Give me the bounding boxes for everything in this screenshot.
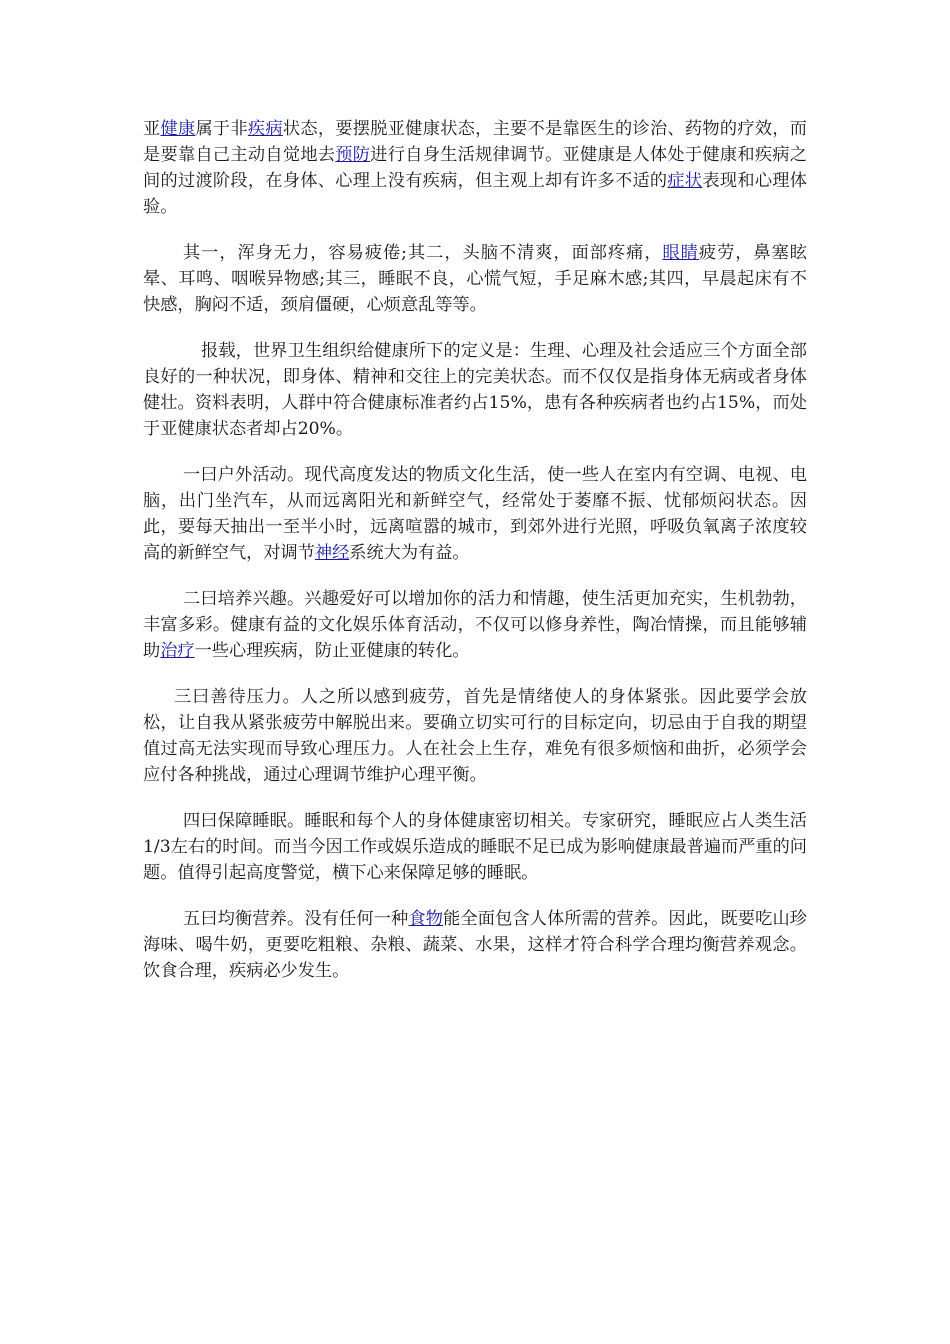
link-jiankang[interactable]: 健康 bbox=[160, 119, 196, 139]
paragraph-interest bbox=[143, 586, 807, 664]
text-run: 四曰保障睡眠。睡眠和每个人的身体健康密切相关。专家研究，睡眠应占人类生活1/3左右的时间。而当今因工作或娱乐造成的睡眠不足已成为影响健康最普遍而严重的问题。值得引起高度警觉，横下心来保障足够的睡眠。 bbox=[143, 811, 807, 883]
text-run: 属于非 bbox=[195, 119, 248, 139]
text-run: 亚 bbox=[143, 119, 161, 139]
text-run: 报载，世界卫生组织给健康所下的定义是：生理、心理及社会适应三个方面全部良好的一种状况，即身体、精神和交往上的完美状态。而不仅仅是指身体无病或者身体健壮。资料表明，人群中符合健康标准者约占15%，患有各种疾病者也约占15%，而处于亚健康状态者却占20%。 bbox=[143, 341, 807, 439]
paragraph-pressure bbox=[143, 684, 807, 788]
text-run: 系统大为有益。 bbox=[349, 543, 470, 563]
text-run: 一些心理疾病，防止亚健康的转化。 bbox=[194, 641, 470, 661]
paragraph-nutrition bbox=[143, 906, 807, 984]
text-run: 疲劳，鼻塞眩晕、耳鸣、咽喉异物感;其三，睡眠不良，心慌气短，手足麻木感;其四，早晨起床有不快感，胸闷不适，颈肩僵硬，心烦意乱等等。 bbox=[143, 243, 807, 315]
text-run: 能全面包含人体所需的营养。因此，既要吃山珍海味、喝牛奶，更要吃粗粮、杂粮、蔬菜、水果，这样才符合科学合理均衡营养观念。饮食合理，疾病必少发生。 bbox=[143, 909, 807, 981]
link-zhengzhuang[interactable]: 症状 bbox=[667, 171, 703, 191]
link-zhiliao[interactable]: 治疗 bbox=[160, 641, 195, 661]
paragraph-intro bbox=[143, 116, 807, 220]
paragraph-who-definition bbox=[143, 338, 807, 442]
link-jibing[interactable]: 疾病 bbox=[247, 119, 283, 139]
text-run: 进行自身生活规律调节。亚健康是人体处于健康和疾病之间的过渡阶段，在身体、心理上没有疾病，但主观上却有许多不适的 bbox=[143, 145, 807, 191]
link-shenjing[interactable]: 神经 bbox=[314, 543, 350, 563]
paragraph-sleep bbox=[143, 808, 807, 886]
link-yanjing[interactable]: 眼睛 bbox=[662, 243, 699, 263]
paragraph-outdoor bbox=[143, 462, 807, 566]
link-shiwu[interactable]: 食物 bbox=[408, 909, 444, 929]
text-run: 三曰善待压力。人之所以感到疲劳，首先是情绪使人的身体紧张。因此要学会放松，让自我从紧张疲劳中解脱出来。要确立切实可行的目标定向，切忌由于自我的期望值过高无法实现而导致心理压力。人在社会上生存，难免有很多烦恼和曲折，必须学会应付各种挑战，通过心理调节维护心理平衡。 bbox=[143, 687, 807, 785]
text-run: 其一，浑身无力，容易疲倦;其二，头脑不清爽，面部疼痛， bbox=[183, 243, 663, 263]
paragraph-symptoms bbox=[143, 240, 807, 318]
text-run: 二曰培养兴趣。兴趣爱好可以增加你的活力和情趣，使生活更加充实，生机勃勃，丰富多彩。健康有益的文化娱乐体育活动，不仅可以修身养性，陶冶情操，而且能够辅助 bbox=[143, 589, 807, 661]
text-run: 状态，要摆脱亚健康状态，主要不是靠医生的诊治、药物的疗效，而是要靠自己主动自觉地去 bbox=[143, 119, 807, 165]
link-yufang[interactable]: 预防 bbox=[335, 145, 371, 165]
text-run: 五曰均衡营养。没有任何一种 bbox=[183, 909, 409, 929]
text-run: 表现和心理体验。 bbox=[143, 171, 807, 217]
document-page bbox=[143, 116, 807, 1004]
text-run: 一曰户外活动。现代高度发达的物质文化生活，使一些人在室内有空调、电视、电脑，出门坐汽车，从而远离阳光和新鲜空气，经常处于萎靡不振、忧郁烦闷状态。因此，要每天抽出一至半小时，远离喧嚣的城市，到郊外进行光照，呼吸负氧离子浓度较高的新鲜空气，对调节 bbox=[143, 465, 807, 563]
